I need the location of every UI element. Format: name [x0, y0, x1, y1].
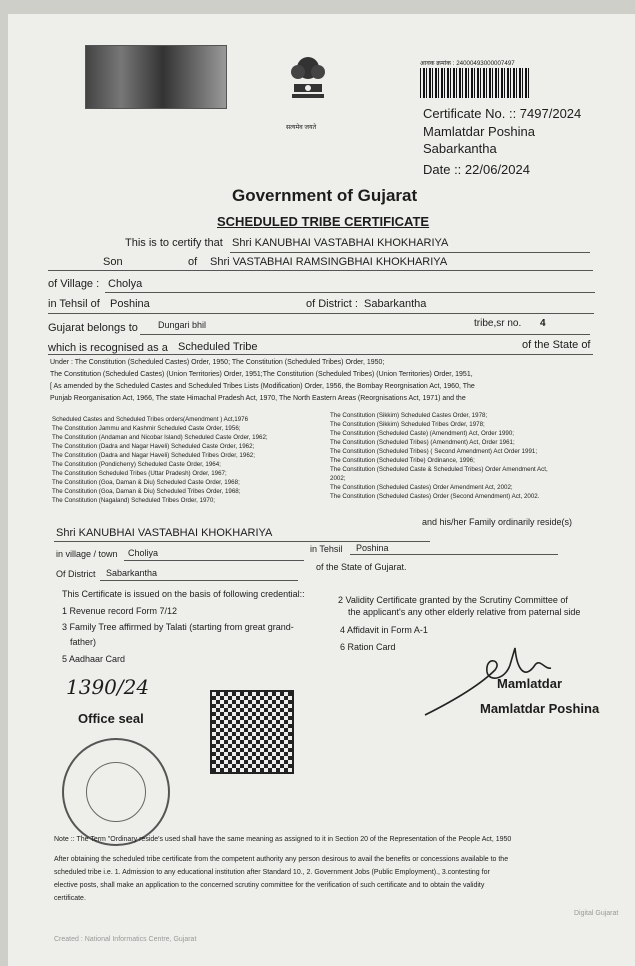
order-right: The Constitution (Scheduled Caste) (Amendment) Act, Order 1990; [330, 430, 514, 437]
reside-tehsil-label: in Tehsil [310, 544, 343, 554]
tribe-sr-value: 4 [540, 318, 546, 329]
emblem-motto: सत्यमेव जयते [286, 124, 317, 131]
father-name: Shri VASTABHAI RAMSINGBHAI KHOKHARIYA [210, 256, 448, 268]
tribe-underline [140, 334, 590, 335]
credential-5: 5 Aadhaar Card [62, 654, 126, 664]
credential-2: 2 Validity Certificate granted by the Scrutiny Committee of [338, 595, 568, 605]
village-underline [105, 292, 595, 293]
name-underline [230, 252, 590, 253]
credential-2-cont: the applicant's any other elderly relative from paternal side [348, 607, 581, 617]
order-right: 2002; [330, 475, 346, 482]
office-seal-label: Office seal [78, 711, 144, 726]
qr-code [210, 690, 294, 774]
barcode [420, 68, 530, 98]
under-line-2: The Constitution (Scheduled Castes) (Union Territories) Order, 1951;The Constitution (Scheduled Tribes) (Union Territories) Order, 1951, [50, 371, 473, 378]
district-label: of District : [306, 298, 358, 310]
after-line-2: scheduled tribe i.e. 1. Admission to any educational institution after Standard 10., 2. Government Jobs (Public Employment)., 3.contesting for [54, 869, 490, 876]
under-line-1: Under : The Constitution (Scheduled Castes) Order, 1950; The Constitution (Scheduled Tribes) Order, 1950; [50, 359, 385, 366]
reside-state-label: of the State of Gujarat. [316, 562, 407, 572]
relation: Son [103, 256, 123, 268]
credential-4: 4 Affidavit in Form A-1 [340, 625, 428, 635]
order-right: The Constitution (Sikkim) Scheduled Castes Order, 1978; [330, 412, 488, 419]
credential-3-cont: father) [70, 637, 97, 647]
reside-tehsil-underline [350, 554, 558, 555]
order-right: The Constitution (Scheduled Castes) Order Amendment Act, 2002; [330, 484, 513, 491]
recognised-underline [48, 354, 593, 355]
seal-emblem-icon [86, 762, 146, 822]
issuing-district: Sabarkantha [423, 141, 497, 156]
credential-1: 1 Revenue record Form 7/12 [62, 606, 178, 616]
tehsil-label: in Tehsil of [48, 298, 100, 310]
document-subtitle: SCHEDULED TRIBE CERTIFICATE [217, 214, 430, 229]
order-left: The Constitution (Nagaland) Scheduled Tribes Order, 1970; [52, 497, 216, 504]
after-line-4: certificate. [54, 895, 86, 902]
order-left: The Constitution (Pondicherry) Scheduled Caste Order, 1964; [52, 461, 221, 468]
reside-family-label: and his/her Family ordinarily reside(s) [422, 517, 573, 527]
signatory-office: Mamlatdar Poshina [480, 701, 600, 716]
recognised-label: which is recognised as a [48, 342, 168, 354]
order-left: Scheduled Castes and Scheduled Tribes orders(Amendment ) Act,1976 [52, 416, 249, 423]
order-right: The Constitution (Scheduled Caste & Scheduled Tribes) Order Amendment Act, [330, 466, 548, 473]
barcode-number: आवक क्रमांक : 24000493000007497 [420, 60, 515, 67]
issue-date: Date :: 22/06/2024 [423, 162, 530, 177]
footer-created: Created : National Informatics Centre, Gujarat [54, 936, 197, 943]
reside-name: Shri KANUBHAI VASTABHAI KHOKHARIYA [56, 527, 273, 539]
after-line-1: After obtaining the scheduled tribe certificate from the competent authority any person desirous to avail the benefits or concessions available to the [54, 856, 509, 863]
state-label: of the State of [522, 339, 591, 351]
under-line-4: Punjab Reorganisation Act, 1966, The state Himachal Pradesh Act, 1970, The North Eastern Areas (Reorgnisations Act, 1971) and the [50, 395, 466, 402]
district-value: Sabarkantha [364, 298, 427, 310]
note-text: Note :: The Term "Ordinary reside's used shall have the same meaning as assigned to it in Section 20 of the Representation of the People Act, 1950 [54, 836, 512, 843]
reside-tehsil-value: Poshina [356, 543, 389, 553]
order-left: The Constitution Scheduled Tribes (Uttar Pradesh) Order, 1967; [52, 470, 227, 477]
order-right: The Constitution (Scheduled Tribe) Ordinance, 1996; [330, 457, 475, 464]
order-left: The Constitution (Goa, Daman & Diu) Scheduled Tribes Order, 1968; [52, 488, 241, 495]
order-left: The Constitution Jammu and Kashmir Scheduled Caste Order, 1956; [52, 425, 241, 432]
signatory-title: Mamlatdar [497, 676, 563, 691]
national-emblem-icon [286, 48, 330, 120]
order-left: The Constitution (Dadra and Nagar Haveli) Scheduled Caste Order, 1962; [52, 443, 255, 450]
of-label: of [188, 256, 198, 268]
recognised-value: Scheduled Tribe [178, 341, 258, 353]
order-right: The Constitution (Scheduled Tribes) (Amendment) Act, Order 1961; [330, 439, 515, 446]
certificate-no: Certificate No. :: 7497/2024 [423, 106, 582, 121]
father-underline [48, 270, 593, 271]
reside-district-underline [100, 580, 298, 581]
order-left: The Constitution (Dadra and Nagar Haveli) Scheduled Tribes Order, 1962; [52, 452, 255, 459]
reside-village-value: Choliya [128, 548, 159, 558]
village-value: Cholya [108, 278, 143, 290]
tribe-value: Dungari bhil [158, 320, 207, 330]
issuing-office: Mamlatdar Poshina [423, 124, 535, 139]
reside-district-value: Sabarkantha [106, 568, 158, 578]
village-label: of Village : [48, 278, 100, 290]
tribe-sr-label: tribe,sr no. [474, 318, 522, 329]
order-left: The Constitution (Andaman and Nicobar Island) Scheduled Caste Order, 1962; [52, 434, 268, 441]
credentials-intro: This Certificate is issued on the basis of following credential:: [62, 589, 305, 599]
office-seal-stamp [62, 738, 170, 846]
reside-name-underline [54, 541, 430, 542]
credential-6: 6 Ration Card [340, 642, 396, 652]
document-title: Government of Gujarat [232, 186, 418, 205]
tehsil-value: Poshina [110, 298, 150, 310]
credential-3: 3 Family Tree affirmed by Talati (starting from great grand- [62, 622, 294, 632]
reside-village-underline [124, 560, 304, 561]
order-right: The Constitution (Scheduled Tribes) ( Second Amendment) Act Order 1991; [330, 448, 538, 455]
after-line-3: elective posts, shall make an application to the concerned scrutiny committee for the verification of such certificate and to obtain the validity [54, 882, 485, 889]
reside-village-label: in village / town [56, 549, 118, 559]
under-line-3: [ As amended by the Scheduled Castes and Scheduled Tribes Lists (Modification) Order, 1956, the Bombay Reorgnisation Act, 1960, The [50, 383, 475, 390]
tehsil-underline [48, 313, 594, 314]
belongs-label: Gujarat belongs to [48, 322, 138, 334]
handwritten-number: 1390/24 [66, 675, 150, 699]
order-right: The Constitution (Scheduled Castes) Order (Second Amendment) Act, 2002. [330, 493, 540, 500]
certify-prefix: This is to certify that [125, 237, 223, 249]
applicant-photo [85, 45, 227, 109]
holder-name: Shri KANUBHAI VASTABHAI KHOKHARIYA [232, 237, 449, 249]
order-left: The Constitution (Goa, Daman & Diu) Scheduled Caste Order, 1968; [52, 479, 240, 486]
reside-district-label: Of District [56, 569, 96, 579]
order-right: The Constitution (Sikkim) Scheduled Tribes Order, 1978; [330, 421, 485, 428]
footer-digital-gujarat: Digital Gujarat [574, 910, 619, 917]
